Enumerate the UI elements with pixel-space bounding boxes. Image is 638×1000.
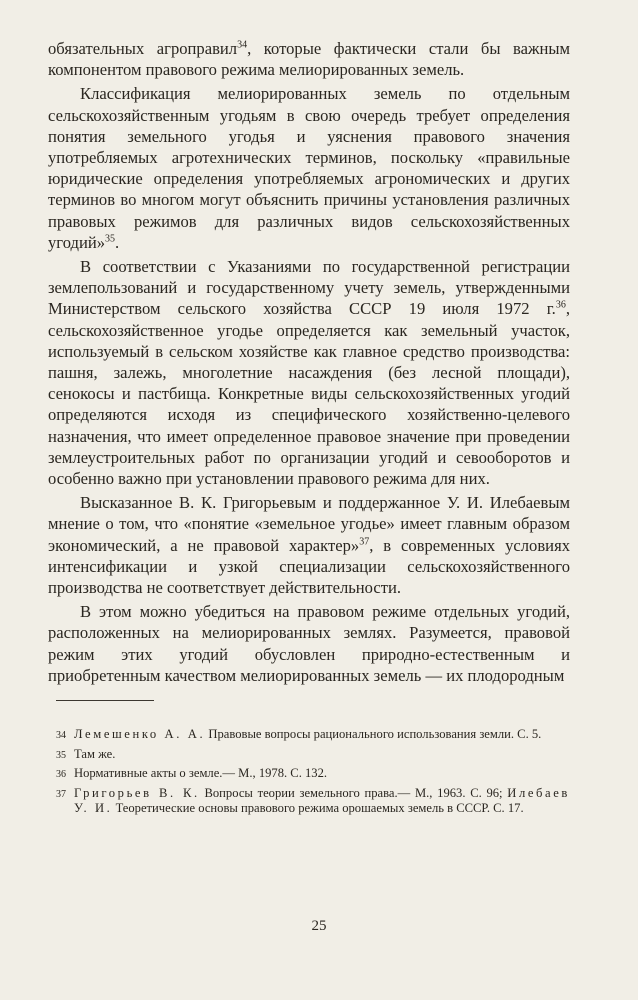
footnote-number: 35 [56,749,66,761]
footnote [48,727,570,744]
footnote [48,747,570,764]
text-run: . [115,232,120,252]
page-number: 25 [311,918,327,934]
footnote-ref[interactable]: 36 [555,299,566,311]
footnote-body: Теоретические основы правового режима орошаемых земель в СССР. С. 17. [115,801,524,816]
footnote-body: Там же. [74,746,116,761]
text-run: Классификация мелиорированных земель по отдельным сельскохозяйственным угодьям в свою очередь требует определения понятия земельного угодья и уяснения правового значения употребляемых агротехнических терминов, поскольку «правильные юридические определения употребляемых агрономических и других терминов во многом могут объяснить причины установления различных правовых режимов для различных видов сельскохозяйственных угодий» [48,84,570,252]
page-body [48,38,570,820]
footnotes [48,727,570,817]
footnote-body: Вопросы теории земельного права.— М., 1963. С. 96; [204,785,503,800]
paragraph [48,601,570,686]
footnote-number: 37 [56,788,66,800]
footnote-number: 34 [56,730,66,742]
footnote-author: Григорьев В. К. [74,785,200,800]
footnote-number: 36 [56,769,66,781]
footnote-author: Илебаев У. И. [74,785,570,816]
footnote [48,766,570,783]
text-run: , в современных условиях интенсификации и узкой специализации сельскохозяйственного производства не соответствует действительности. [48,535,570,598]
footnote-text [74,727,570,744]
footnote-text [74,766,570,783]
footnote-ref[interactable]: 35 [105,233,116,245]
text-run: , сельскохозяйственное угодье определяется как земельный участок, используемый в сельском хозяйстве как главное средство производства: пашня, залежь, многолетние насаждения (без лесной площади), сенокосы и пастбища. Конкретные виды сельскохозяйственных угодий определяются исходя из специфического хозяйственно-целевого назначения, что имеет определенное правовое значение при проведении землеустроительных работ по организации угодий и севооборотов и особенно важно при установлении правового режима для них. [48,299,570,489]
footnote-ref[interactable]: 34 [237,39,248,51]
footnote-text [74,786,570,817]
main-text [48,38,570,686]
footnote-author: Лемешенко А. А. [74,727,206,742]
footnote-text [74,747,570,764]
paragraph [48,492,570,598]
footnote-body: Нормативные акты о земле.— М., 1978. С. 132. [74,766,328,781]
footnote-ref[interactable]: 37 [359,536,370,548]
text-run: , которые фактически стали бы важным компонентом правового режима мелиорированных земель. [48,39,570,80]
text-run: В соответствии с Указаниями по государственной регистрации землепользований и государственному учету земель, утвержденными Министерством сельского хозяйства СССР 19 июля 1972 г. [48,257,570,319]
text-run: Высказанное В. К. Григорьевым и поддержанное У. И. Илебаевым мнение о том, что «понятие «земельное угодье» имеет главным образом экономический, а не правовой характер» [48,493,570,555]
paragraph [48,83,570,253]
footnote-divider [56,700,154,701]
text-run: В этом можно убедиться на правовом режиме отдельных угодий, расположенных на мелиорированных землях. Разумеется, правовой режим этих угодий обусловлен природно-естественным и приобретенным качеством мелиорированных земель — их плодородным [48,602,570,685]
footnote-body: Правовые вопросы рационального использования земли. С. 5. [208,727,542,742]
text-run: обязательных агроправил [48,39,238,58]
footnote [48,786,570,817]
paragraph [48,256,570,489]
paragraph [48,38,570,80]
